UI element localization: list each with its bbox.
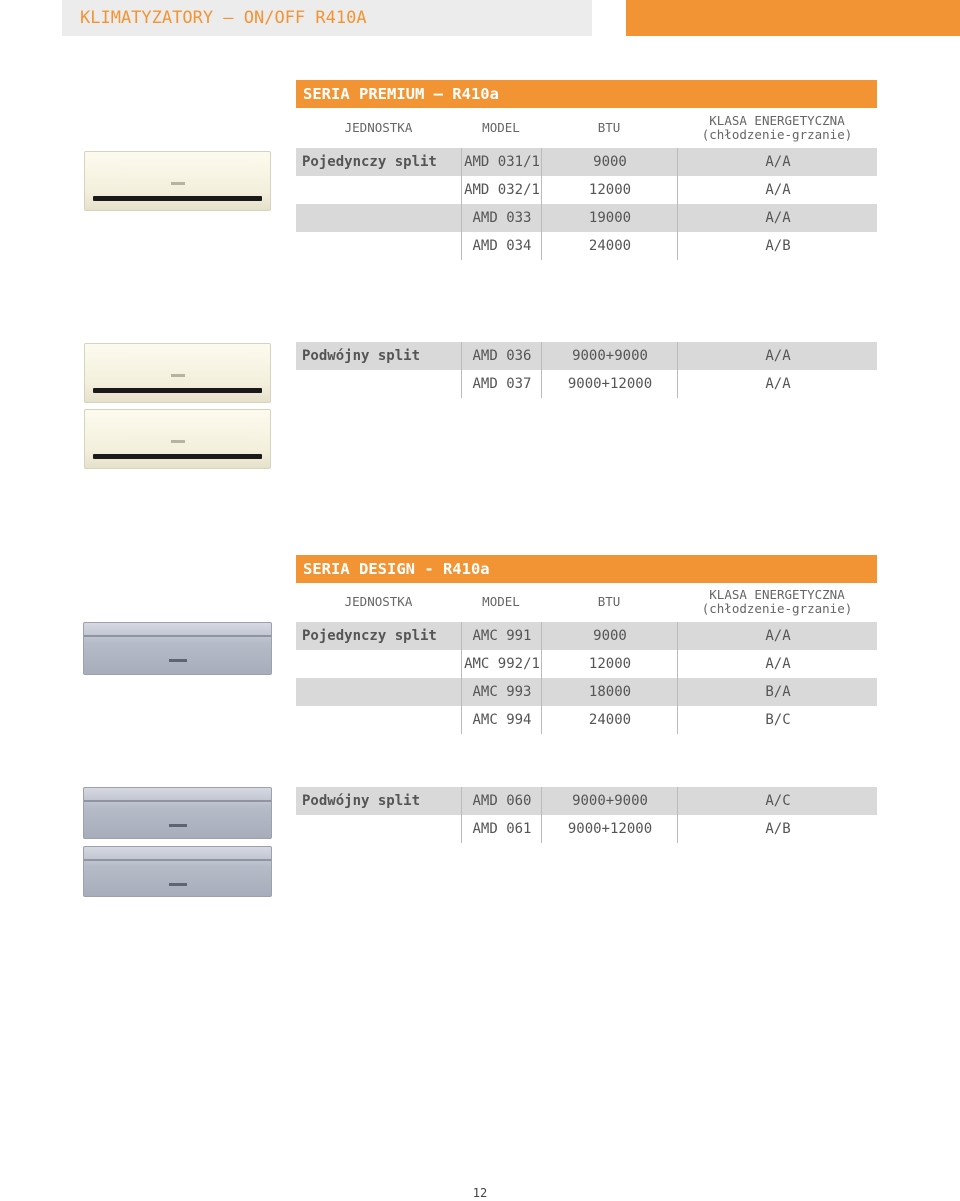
table-row: AMC 994 24000 B/C xyxy=(296,706,877,734)
table-row: AMC 993 18000 B/A xyxy=(296,678,877,706)
header-accent xyxy=(626,0,960,36)
ac-unit-image-design-single xyxy=(83,622,272,675)
page-title: KLIMATYZATORY – ON/OFF R410A xyxy=(80,8,367,28)
col-header-class: KLASA ENERGETYCZNA (chłodzenie-grzanie) xyxy=(701,113,853,142)
ac-unit-image-design-double-1 xyxy=(83,787,272,839)
table-header xyxy=(296,108,877,148)
col-header-model: MODEL xyxy=(482,120,520,135)
table-row: AMD 037 9000+12000 A/A xyxy=(296,370,877,398)
series-title-premium: SERIA PREMIUM – R410a xyxy=(296,80,877,108)
col-header-model: MODEL xyxy=(482,594,520,609)
col-header-class: KLASA ENERGETYCZNA (chłodzenie-grzanie) xyxy=(701,587,853,616)
table-row: AMC 992/1 12000 A/A xyxy=(296,650,877,678)
col-header-btu: BTU xyxy=(597,594,621,609)
ac-unit-image-premium-double-2 xyxy=(84,409,271,469)
table-premium-single xyxy=(296,108,877,260)
page-number: 12 xyxy=(472,1186,488,1200)
series-title-design: SERIA DESIGN - R410a xyxy=(296,555,877,583)
table-row: AMD 061 9000+12000 A/B xyxy=(296,815,877,843)
unit-type: Pojedynczy split xyxy=(302,628,437,644)
ac-unit-image-premium-single xyxy=(84,151,271,211)
table-design-single xyxy=(296,582,877,734)
table-row: Podwójny split AMD 060 9000+9000 A/C xyxy=(296,787,877,815)
ac-unit-image-premium-double-1 xyxy=(84,343,271,403)
table-row: Podwójny split AMD 036 9000+9000 A/A xyxy=(296,342,877,370)
table-row: Pojedynczy split AMD 031/1 9000 A/A xyxy=(296,148,877,176)
unit-type: Pojedynczy split xyxy=(302,154,437,170)
ac-unit-image-design-double-2 xyxy=(83,846,272,897)
table-premium-double xyxy=(296,342,877,398)
unit-type: Podwójny split xyxy=(302,348,421,364)
table-header xyxy=(296,582,877,622)
table-row: Pojedynczy split AMC 991 9000 A/A xyxy=(296,622,877,650)
col-header-btu: BTU xyxy=(597,120,621,135)
unit-type: Podwójny split xyxy=(302,793,421,809)
col-header-unit: JEDNOSTKA xyxy=(344,594,413,609)
col-header-unit: JEDNOSTKA xyxy=(344,120,413,135)
table-row: AMD 032/1 12000 A/A xyxy=(296,176,877,204)
table-design-double xyxy=(296,787,877,843)
table-row: AMD 034 24000 A/B xyxy=(296,232,877,260)
table-row: AMD 033 19000 A/A xyxy=(296,204,877,232)
